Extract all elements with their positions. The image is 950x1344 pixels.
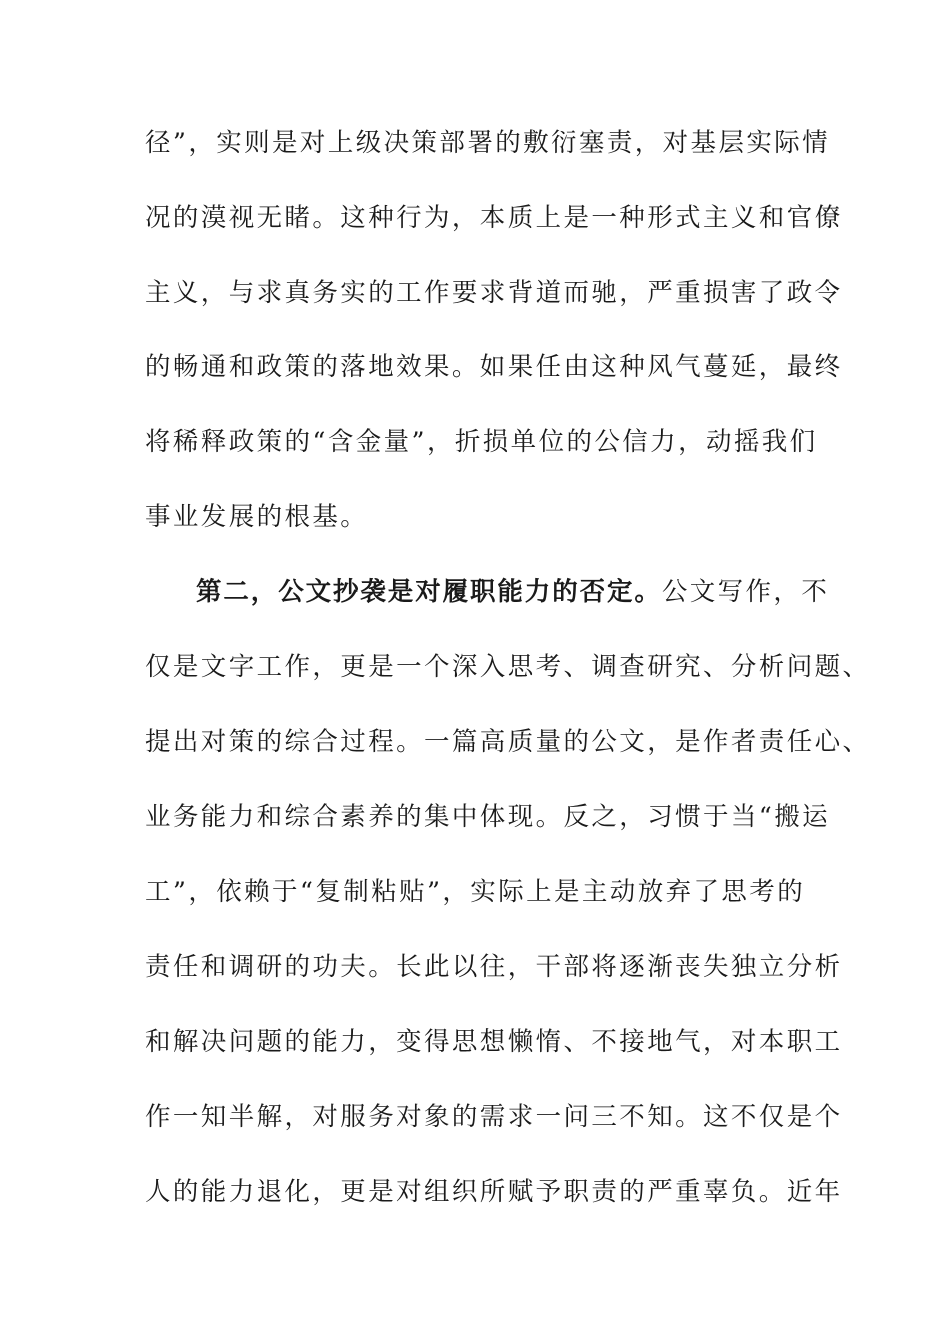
text-line: 将稀释政策的“含金量”，折损单位的公信力，动摇我们 — [145, 427, 818, 457]
text-line: 人的能力退化，更是对组织所赋予职责的严重辜负。近年 — [145, 1177, 843, 1207]
text-line: 业务能力和综合素养的集中体现。反之，习惯于当“搬运 — [145, 802, 831, 832]
section-heading: 第二，公文抄袭是对履职能力的否定。 — [196, 577, 662, 607]
text-line: 的畅通和政策的落地效果。如果任由这种风气蔓延，最终 — [145, 352, 843, 382]
text-line: 责任和调研的功夫。长此以往，干部将逐渐丧失独立分析 — [145, 952, 843, 982]
text-line: 作一知半解，对服务对象的需求一问三不知。这不仅是个 — [145, 1102, 843, 1132]
text-line: 径”，实则是对上级决策部署的敷衍塞责，对基层实际情 — [145, 128, 831, 158]
text-line: 仅是文字工作，更是一个深入思考、调查研究、分析问题、 — [145, 652, 871, 682]
text-line: 和解决问题的能力，变得思想懒惰、不接地气，对本职工 — [145, 1027, 843, 1057]
text-line: 主义，与求真务实的工作要求背道而驰，严重损害了政令 — [145, 278, 843, 308]
text-line: 事业发展的根基。 — [145, 502, 369, 532]
text-line: 提出对策的综合过程。一篇高质量的公文，是作者责任心、 — [145, 727, 871, 757]
text-line: 工”，依赖于“复制粘贴”，实际上是主动放弃了思考的 — [145, 877, 806, 907]
text-line: 况的漠视无睹。这种行为，本质上是一种形式主义和官僚 — [145, 203, 843, 233]
paragraph-first-line — [196, 572, 876, 612]
text-run: 公文写作，不 — [661, 577, 830, 607]
